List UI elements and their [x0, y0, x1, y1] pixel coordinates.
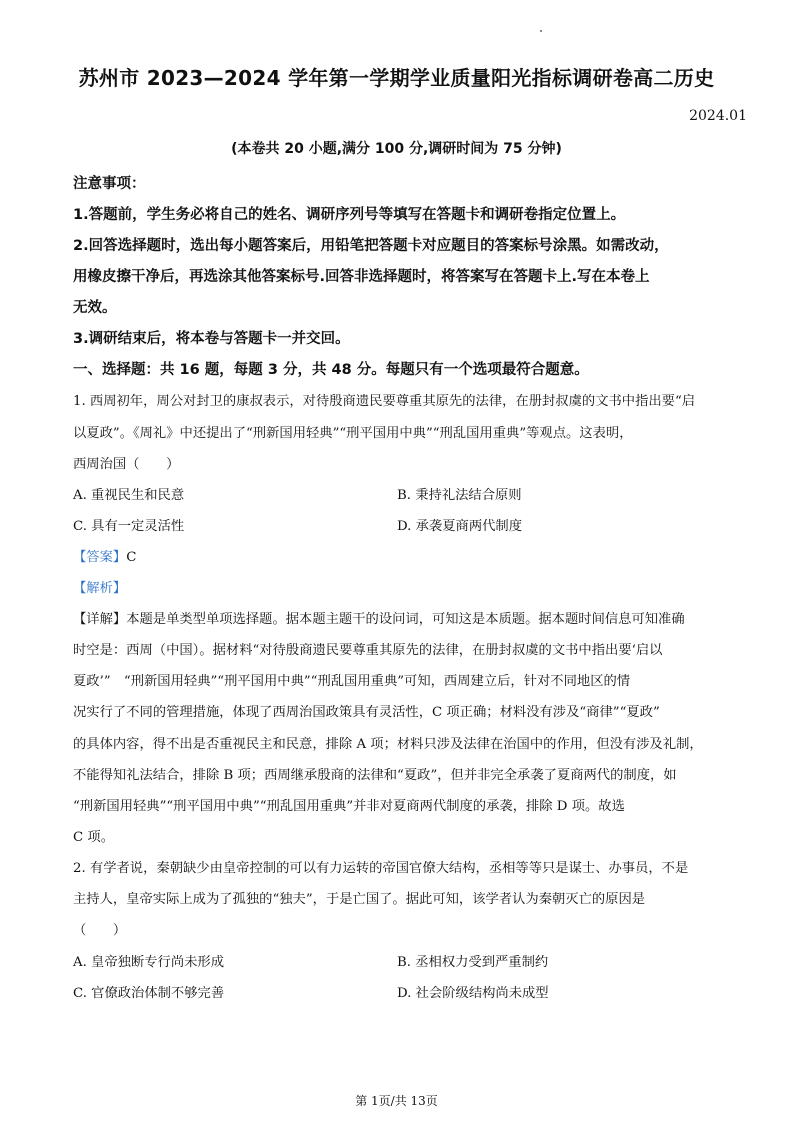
notice-heading: 注意事项：	[73, 176, 146, 192]
notice-item-2-line-2: 用橡皮擦干净后，再选涂其他答案标号.回答非选择题时，将答案写在答题卡上.写在本卷上	[73, 269, 650, 285]
q1-detail-line-6: 不能得知礼法结合，排除 B 项；西周继承殷商的法律和“夏政”，但并非完全承袭了夏商两代的制度，如	[73, 768, 677, 783]
q1-stem-line-1: 1. 西周初年，周公对封卫的康叔表示，对待殷商遗民要尊重其原先的法律，在册封叔虞的文书中指出要“启	[73, 394, 696, 409]
q1-detail-line-3: 夏政’” “刑新国用轻典”“刑平国用中典”“刑乱国用重典”可知，西周建立后，针对不同地区的情	[73, 674, 631, 689]
detail-label: 【详解】	[73, 612, 127, 627]
q2-option-b: B. 丞相权力受到严重制约	[397, 955, 549, 970]
q2-stem-line-2: 主持人，皇帝实际上成为了孤独的“独夫”，于是亡国了。据此可知，该学者认为秦朝灭亡的原因是	[73, 892, 646, 907]
q1-detail-line-5: 的具体内容，得不出是否重视民主和民意，排除 A 项；材料只涉及法律在治国中的作用，但没有涉及礼制，	[73, 737, 703, 752]
exam-subtitle: (本卷共 20 小题,满分 100 分,调研时间为 75 分钟)	[231, 141, 562, 157]
q1-detail-line-4: 况实行了不同的管理措施，体现了西周治国政策具有灵活性，C 项正确；材料没有涉及“商律”“夏政”	[73, 705, 660, 720]
q1-detail-line-7: “刑新国用轻典”“刑平国用中典”“刑乱国用重典”并非对夏商两代制度的承袭，排除 D 项。故选	[73, 799, 625, 814]
q2-stem-line-3: （ ）	[73, 923, 127, 938]
q1-detail-line-2: 时空是：西周（中国）。据材料“对待殷商遗民要尊重其原先的法律，在册封叔虞的文书中指出要‘启以	[73, 643, 663, 658]
notice-item-1: 1.答题前，学生务必将自己的姓名、调研序列号等填写在答题卡和调研卷指定位置上。	[73, 207, 626, 223]
page-title: 苏州市 2023—2024 学年第一学期学业质量阳光指标调研卷高二历史	[78, 66, 715, 90]
q2-stem-line-1: 2. 有学者说，秦朝缺少由皇帝控制的可以有力运转的帝国官僚大结构，丞相等等只是谋士、办事员，不是	[73, 861, 689, 876]
notice-item-3: 3.调研结束后，将本卷与答题卡一并交回。	[73, 331, 350, 347]
analysis-label: 【解析】	[73, 581, 127, 596]
page-number: 第 1页/共 13页	[355, 1094, 438, 1108]
decorative-dot	[540, 30, 542, 32]
q1-stem-line-3: 西周治国（ ）	[73, 457, 180, 472]
q1-option-a: A. 重视民生和民意	[73, 488, 185, 503]
q2-option-a: A. 皇帝独断专行尚未形成	[73, 955, 225, 970]
q2-option-c: C. 官僚政治体制不够完善	[73, 986, 225, 1001]
q1-detail-line-1	[73, 608, 685, 627]
q1-option-c: C. 具有一定灵活性	[73, 519, 185, 534]
q1-answer	[73, 546, 136, 565]
detail-text-1: 本题是单类型单项选择题。据本题主题干的设问词，可知这是本质题。据本题时间信息可知准确	[126, 612, 685, 627]
answer-value: C	[126, 550, 137, 565]
exam-date: 2024.01	[689, 108, 747, 124]
q1-option-d: D. 承袭夏商两代制度	[397, 519, 523, 534]
notice-item-2-line-3: 无效。	[73, 300, 117, 316]
answer-label: 【答案】	[73, 550, 127, 565]
q2-option-d: D. 社会阶级结构尚未成型	[397, 986, 549, 1001]
section-1-heading: 一、选择题：共 16 题，每题 3 分，共 48 分。每题只有一个选项最符合题意。	[73, 362, 589, 378]
q1-stem-line-2: 以夏政”。《周礼》中还提出了“刑新国用轻典”“刑平国用中典”“刑乱国用重典”等观点。这表明，	[73, 426, 633, 441]
q1-detail-line-8: C 项。	[73, 830, 114, 845]
q1-option-b: B. 秉持礼法结合原则	[397, 488, 522, 503]
notice-item-2-line-1: 2.回答选择题时，选出每小题答案后，用铅笔把答题卡对应题目的答案标号涂黑。如需改动，	[73, 238, 669, 254]
